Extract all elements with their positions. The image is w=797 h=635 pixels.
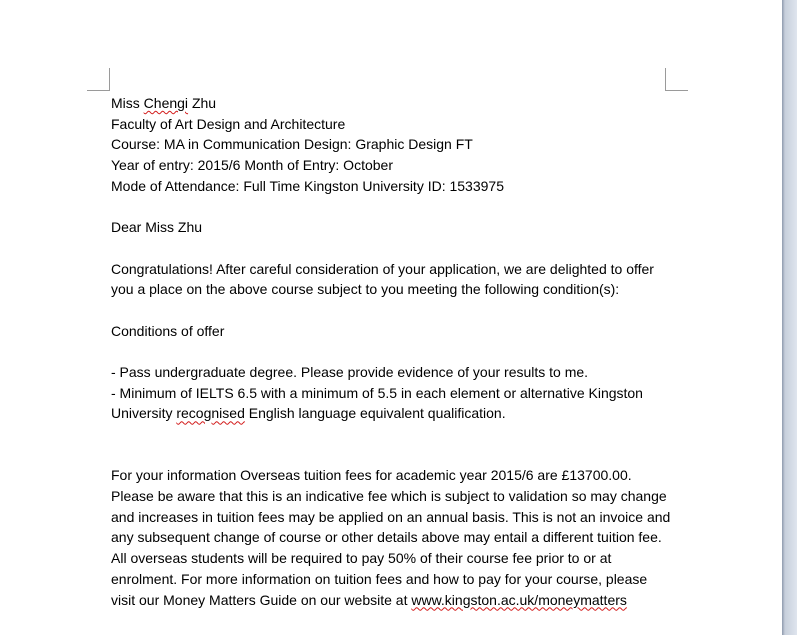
address-course: Course: MA in Communication Design: Graphic Design FT — [111, 136, 473, 153]
letter-body[interactable] — [111, 93, 681, 610]
fees-line-2: Please be aware that this is an indicative fee which is subject to validation so may change — [111, 488, 667, 505]
condition-text-pre: University — [111, 405, 173, 422]
blank-line — [111, 238, 681, 259]
editor-right-gutter — [782, 0, 797, 635]
fees-line-5: All overseas students will be required to pay 50% of their course fee prior to or at — [111, 550, 612, 567]
address-prefix: Miss — [111, 95, 140, 111]
fees-line-7-text: visit our Money Matters Guide on our website at — [111, 591, 408, 608]
intro-line-1: Congratulations! After careful consideration of your application, we are delighted to offer — [111, 260, 654, 277]
fees-line-1: For your information Overseas tuition fees for academic year 2015/6 are £13700.00. — [111, 467, 632, 484]
fees-line-7 — [111, 590, 681, 611]
blank-line — [111, 300, 681, 321]
address-last-name: Zhu — [191, 95, 217, 111]
address-name-line — [111, 93, 681, 114]
blank-line — [111, 196, 681, 217]
spellcheck-word: recognised — [176, 405, 245, 422]
fees-line-6: enrolment. For more information on tuition fees and how to pay for your course, please — [111, 570, 648, 587]
blank-line — [111, 445, 681, 466]
greeting: Dear Miss Zhu — [111, 219, 203, 236]
fees-line-3: and increases in tuition fees may be applied on an annual basis. This is not an invoice and — [111, 508, 671, 525]
fees-line-4: any subsequent change of course or other details above may entail a different tuition fee. — [111, 529, 662, 546]
condition-item-2-line-1: - Minimum of IELTS 6.5 with a minimum of 5.5 in each element or alternative Kingston — [111, 384, 643, 401]
condition-item-2-line-2 — [111, 403, 681, 424]
margin-corner-mark-top-left — [87, 68, 110, 91]
address-mode-of-attendance: Mode of Attendance: Full Time Kingston University ID: 1533975 — [111, 177, 504, 194]
money-matters-link[interactable]: www.kingston.ac.uk/moneymatters — [411, 591, 627, 608]
margin-corner-mark-top-right — [665, 68, 688, 91]
blank-line — [111, 424, 681, 445]
intro-line-2: you a place on the above course subject to you meeting the following condition(s): — [111, 281, 620, 298]
blank-line — [111, 341, 681, 362]
address-first-name: Chengi — [143, 95, 189, 111]
address-year-of-entry: Year of entry: 2015/6 Month of Entry: October — [111, 157, 393, 174]
conditions-heading: Conditions of offer — [111, 322, 225, 339]
condition-text-post: English language equivalent qualification. — [248, 405, 506, 422]
address-faculty: Faculty of Art Design and Architecture — [111, 115, 346, 132]
condition-item-1: - Pass undergraduate degree. Please provide evidence of your results to me. — [111, 363, 589, 380]
